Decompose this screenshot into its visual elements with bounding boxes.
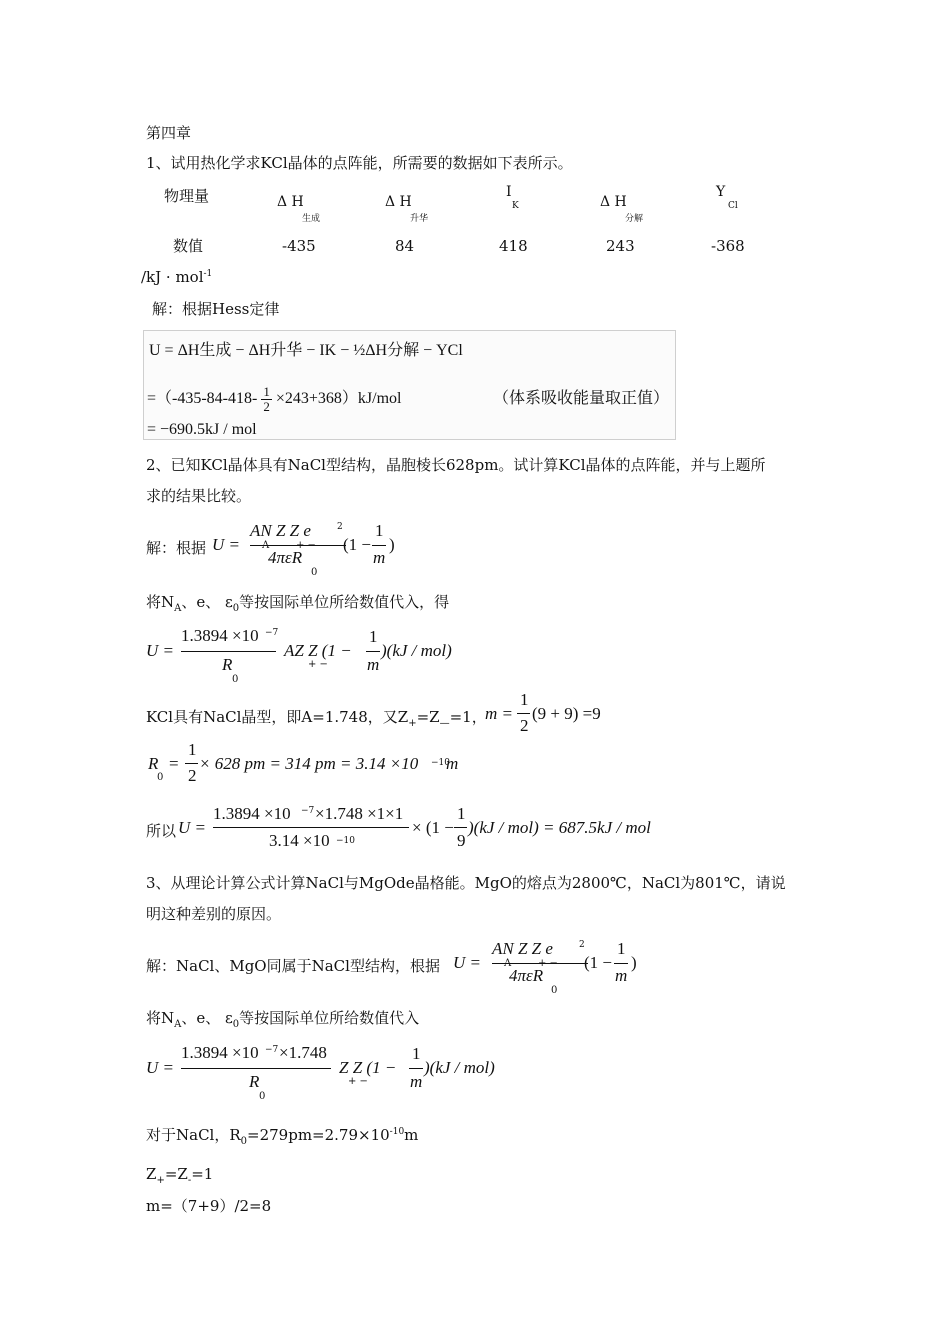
table-col-2-sym: Δ H <box>385 194 412 210</box>
q3-question-line-2: 明这种差别的原因。 <box>146 905 282 923</box>
q2-question-line-1: 2、已知KCl晶体具有NaCl型结构，晶胞棱长628pm。试计算KCl晶体的点阵能，并与上题所 <box>146 456 766 474</box>
q2-substitute-line: 将$N_A$、e、 $\varepsilon_0$等按国际单位所给数值代入，得 <box>146 593 450 614</box>
box-line-2: $=(-435-84-418- \frac{1}{2} \times 243+368)kJ/mol$ <box>147 384 402 414</box>
table-col-4-sym: Δ H <box>600 194 627 210</box>
table-value-4: 243 <box>606 237 635 255</box>
table-value-label: 数值 <box>173 237 204 255</box>
table-value-5: -368 <box>711 237 745 255</box>
q1-question: 1、试用热化学求KCl晶体的点阵能，所需要的数据如下表所示。 <box>146 154 573 172</box>
table-col-3-sub: K <box>512 201 519 211</box>
q3-nacl-r0: 对于NaCl，$R_0=279pm=2.79\times 10^{-10}m$ <box>146 1126 419 1147</box>
q3-m-line: m=（7+9）/2=8 <box>146 1197 272 1215</box>
table-value-2: 84 <box>395 237 415 255</box>
q1-solution-intro: 解：根据Hess定律 <box>152 300 280 318</box>
chapter-title: 第四章 <box>146 124 192 142</box>
table-value-3: 418 <box>499 237 528 255</box>
box-line-3: = −690.5kJ / mol <box>147 421 257 438</box>
table-col-4-sub: 分解 <box>625 214 644 224</box>
q3-substitute-line: 将$N_A$、e、 $\varepsilon_0$等按国际单位所给数值代入 <box>146 1009 420 1030</box>
q3-question-line-1: 3、从理论计算公式计算NaCl与MgOde晶格能。MgO的熔点为2800℃，NaCl为801℃，请说 <box>146 874 786 892</box>
table-col-1-sym: Δ H <box>277 194 304 210</box>
q2-question-line-2: 求的结果比较。 <box>146 487 252 505</box>
q3-solution-intro: 解：NaCl、MgO同属于NaCl型结构，根据 <box>146 957 440 975</box>
table-value-1: -435 <box>282 237 316 255</box>
table-col-3-sym: I <box>506 184 512 200</box>
box-note: （体系吸收能量取正值） <box>493 390 670 407</box>
table-col-5-sub: Cl <box>728 201 738 211</box>
q3-z-line: $Z_+=Z_-=1$ <box>146 1165 214 1186</box>
table-header-label: 物理量 <box>164 187 210 205</box>
box-line-1: U = ΔH生成 − ΔH升华 − IK − ½ΔH分解 − YCl <box>149 342 463 359</box>
q1-solution-image <box>143 330 676 440</box>
q2-solution-intro: 解：根据 <box>146 539 207 557</box>
table-col-2-sub: 升华 <box>410 214 429 224</box>
table-col-1-sub: 生成 <box>302 214 321 224</box>
table-unit: /kJ · mol$^{-1}$ <box>141 268 213 286</box>
q2-kcl-line: KCl具有NaCl晶型，即A=1.748，又$Z_+=Z_—=1$， <box>146 708 487 729</box>
table-col-5-sym: Y <box>716 184 726 200</box>
